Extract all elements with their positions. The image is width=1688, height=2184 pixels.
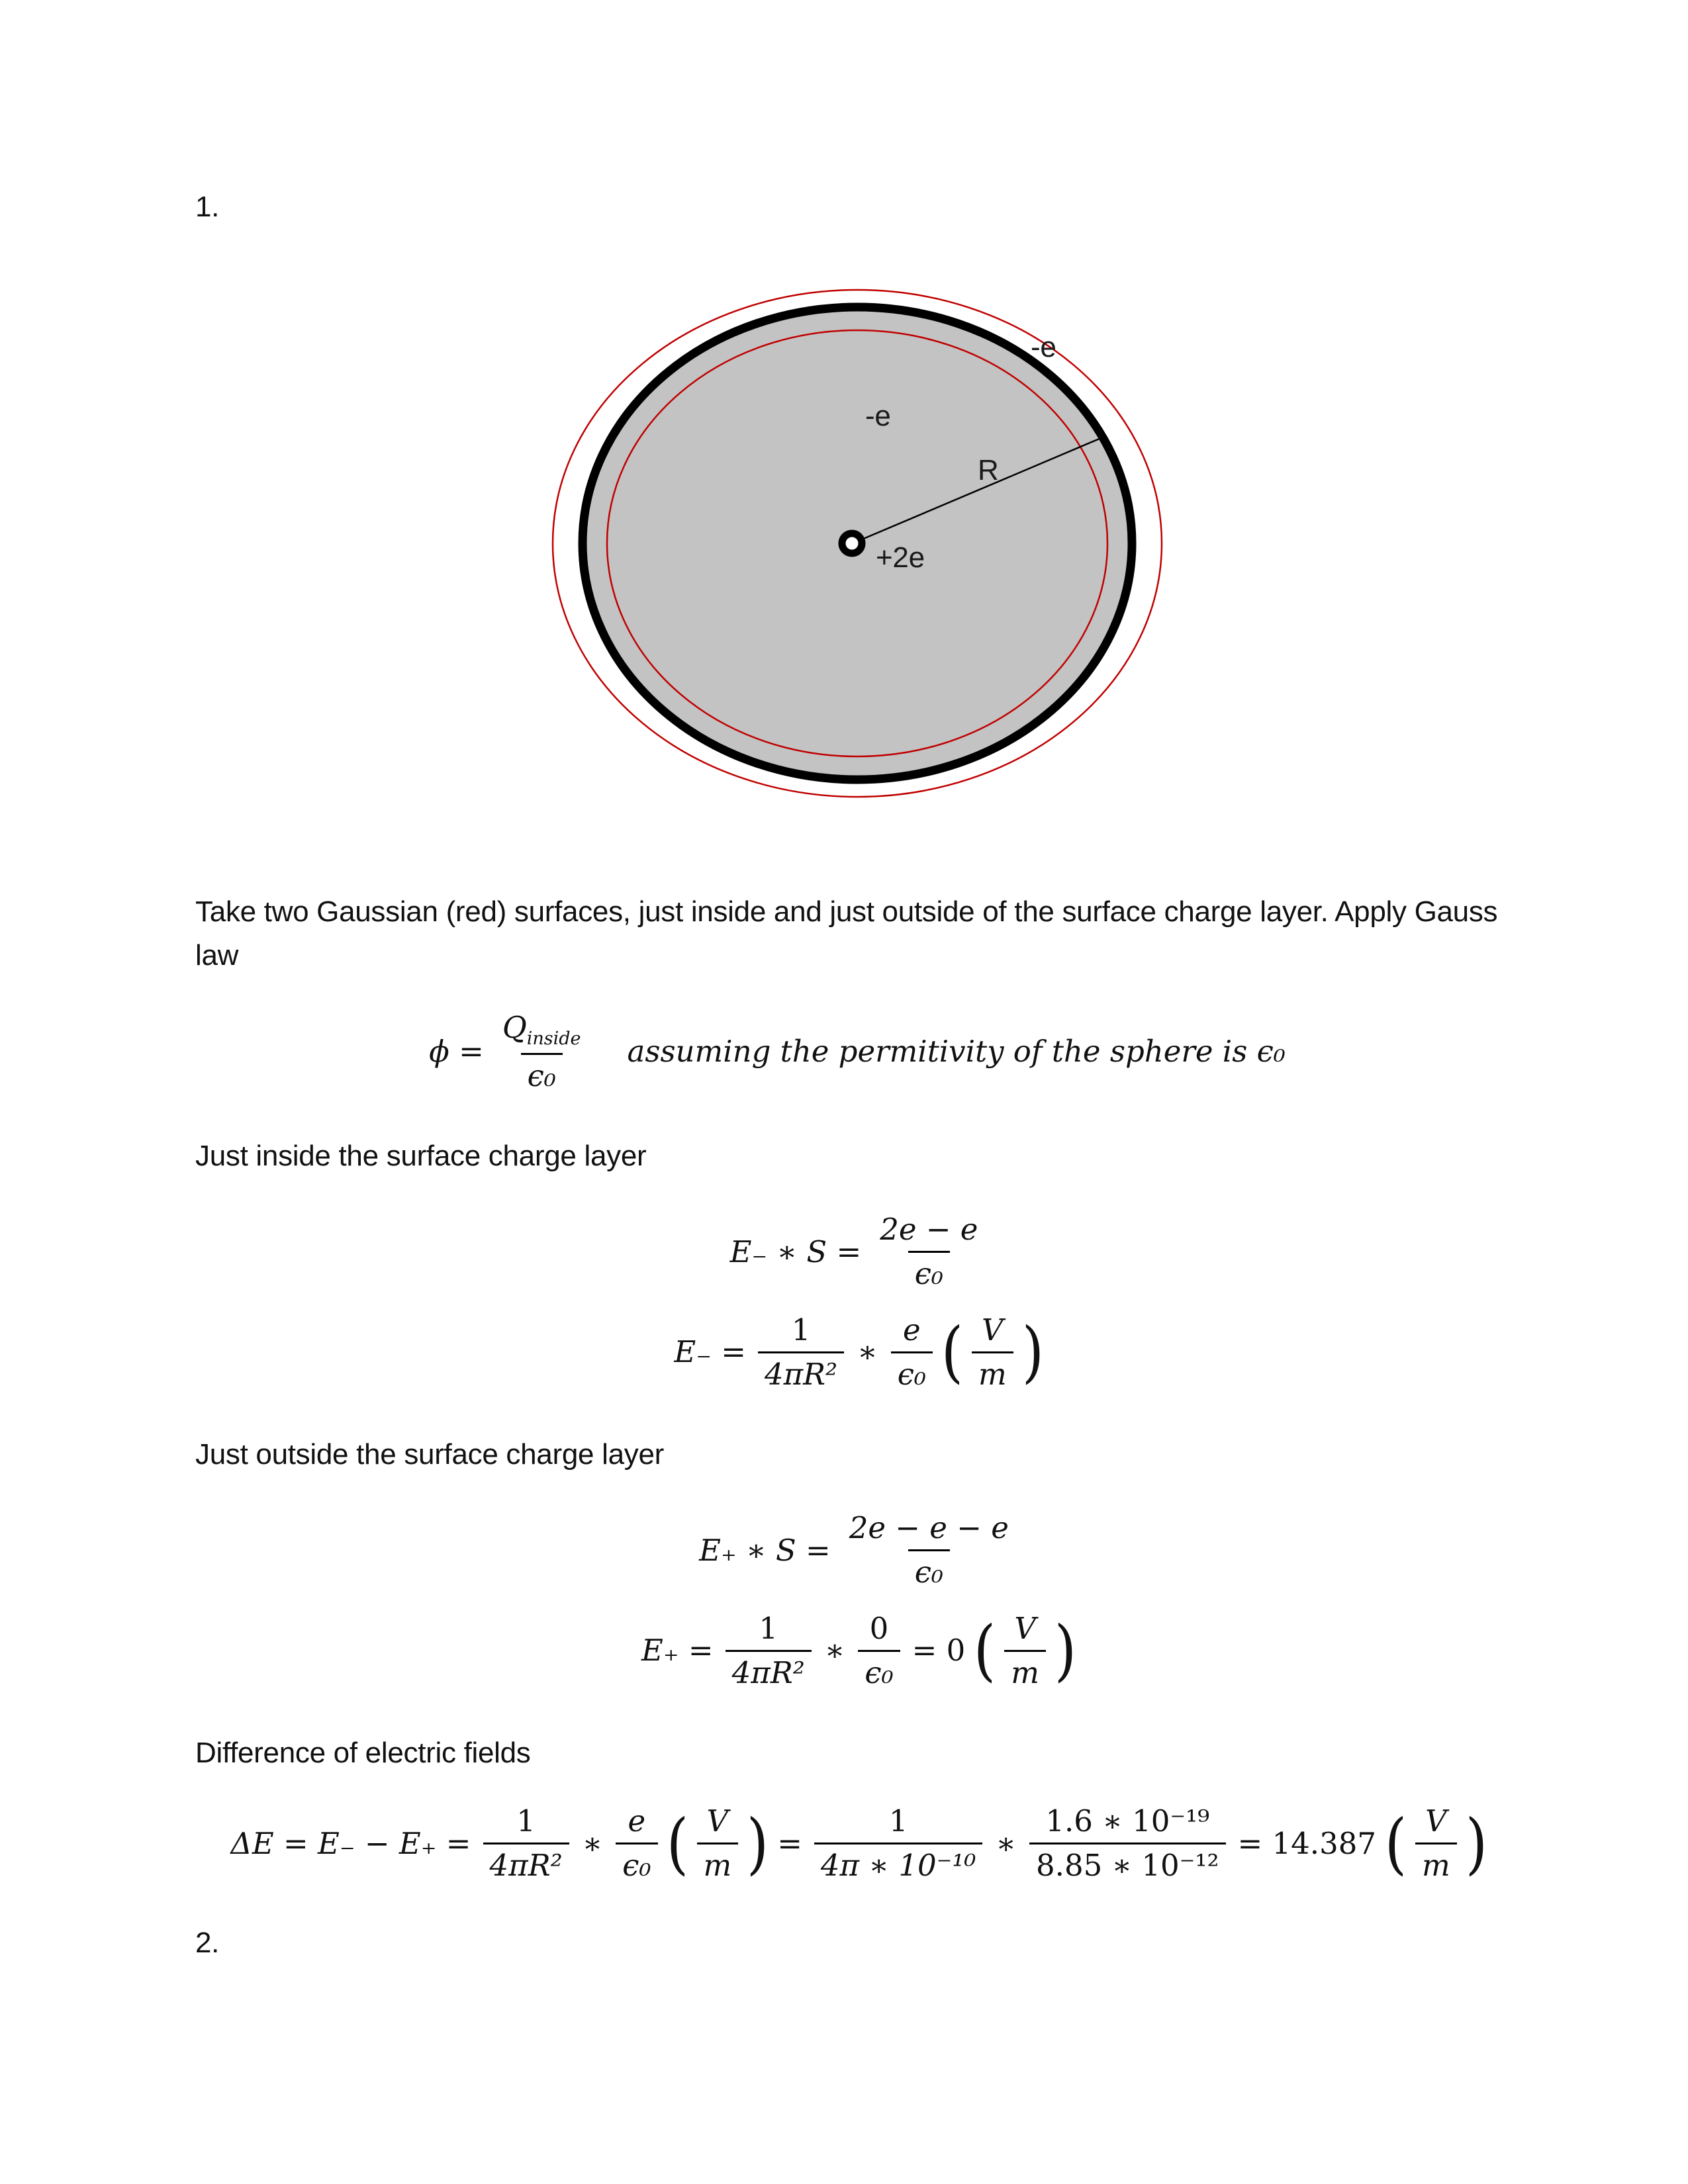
delta-unit-fraction-1: $\frac{V}{m}$ — [697, 1803, 739, 1885]
section-heading-just-inside: Just inside the surface charge layer — [195, 1140, 647, 1172]
flux-fraction — [496, 1009, 588, 1095]
multiply-operator: ∗ — [857, 1334, 878, 1370]
e-minus-unit-fraction: $\frac{V}{m}$ — [972, 1312, 1013, 1394]
gauss-law-intro-paragraph: Take two Gaussian (red) surfaces, just inside and just outside of the surface charge layer. Apply Gauss law — [195, 895, 1498, 972]
right-paren: ) — [1021, 1313, 1044, 1391]
equation-delta-e — [195, 1803, 1519, 1885]
left-paren: ( — [666, 1804, 688, 1882]
equation-e-minus-flux — [195, 1211, 1519, 1293]
center-charge-dot — [842, 533, 862, 553]
sphere-diagram — [493, 279, 1221, 808]
section-heading-just-outside: Just outside the surface charge layer — [195, 1438, 664, 1471]
e-plus-s-fraction: $\frac{2e - e - e}{\text{ϵ₀}}$ — [843, 1510, 1015, 1592]
multiply-operator: ∗ — [582, 1825, 603, 1861]
e-minus-s-fraction: $\frac{2e - e}{\text{ϵ₀}}$ — [873, 1211, 984, 1293]
radius-label: R — [978, 454, 999, 486]
flux-denominator: ϵ₀ — [521, 1053, 563, 1095]
multiply-operator: ∗ — [996, 1825, 1017, 1861]
item-number-2: 2. — [195, 1926, 220, 1959]
delta-fraction-2: $\frac{e}{\text{ϵ₀}}$ — [616, 1803, 657, 1885]
flux-assumption-note: assuming the permitivity of the sphere is ϵ₀ — [627, 1034, 1286, 1069]
equation-gauss-flux — [195, 1009, 1519, 1095]
left-paren: ( — [1384, 1804, 1407, 1882]
item-number-1: 1. — [195, 191, 220, 223]
e-plus-fraction-2: $\frac{0}{\text{ϵ₀}}$ — [858, 1610, 900, 1692]
center-charge-label: +2e — [876, 541, 925, 574]
delta-fraction-1: $\frac{1}{\text{4πR²}}$ — [483, 1803, 569, 1885]
delta-fraction-4: $\frac{\text{1.6 ∗ 10⁻¹⁹}}{\text{8.85 ∗ 10⁻¹²}}$ — [1029, 1803, 1225, 1885]
diagram-container — [195, 279, 1519, 821]
e-minus-fraction-2: $\frac{e}{\text{ϵ₀}}$ — [891, 1312, 933, 1394]
right-paren: ) — [747, 1804, 769, 1882]
e-minus-s-lhs: E₋ ∗ S = — [729, 1234, 862, 1269]
equation-e-plus-flux — [195, 1510, 1519, 1592]
delta-unit-fraction-2: $\frac{V}{m}$ — [1415, 1803, 1457, 1885]
left-paren: ( — [974, 1612, 996, 1690]
right-paren: ) — [1465, 1804, 1487, 1882]
delta-lhs: ΔE = E₋ − E₊ = — [230, 1825, 471, 1861]
equals-zero: = 0 — [912, 1633, 966, 1668]
flux-lhs: ϕ = — [429, 1034, 484, 1069]
e-minus-lhs: E₋ = — [674, 1334, 746, 1370]
equation-e-minus-value — [195, 1312, 1519, 1394]
e-plus-unit-fraction: $\frac{V}{m}$ — [1004, 1610, 1046, 1692]
outer-charge-label: -e — [1031, 331, 1056, 363]
equals-sign: = — [777, 1825, 802, 1861]
right-paren: ) — [1054, 1612, 1077, 1690]
multiply-operator: ∗ — [824, 1633, 845, 1668]
section-heading-difference: Difference of electric fields — [195, 1737, 531, 1769]
flux-numerator: $Q_{inside}$ — [502, 1010, 581, 1049]
left-paren: ( — [941, 1313, 964, 1391]
e-minus-fraction-1: $\frac{1}{\text{4πR²}}$ — [758, 1312, 844, 1394]
equation-e-plus-value — [195, 1610, 1519, 1692]
e-plus-lhs: E₊ = — [641, 1633, 714, 1668]
delta-result: = 14.387 — [1237, 1825, 1376, 1861]
inner-charge-label: -e — [865, 400, 891, 432]
e-plus-s-lhs: E₊ ∗ S = — [699, 1532, 831, 1568]
e-plus-fraction-1: $\frac{1}{\text{4πR²}}$ — [726, 1610, 812, 1692]
delta-fraction-3: $\frac{1}{\text{4π ∗ 10⁻¹⁰}}$ — [814, 1803, 983, 1885]
